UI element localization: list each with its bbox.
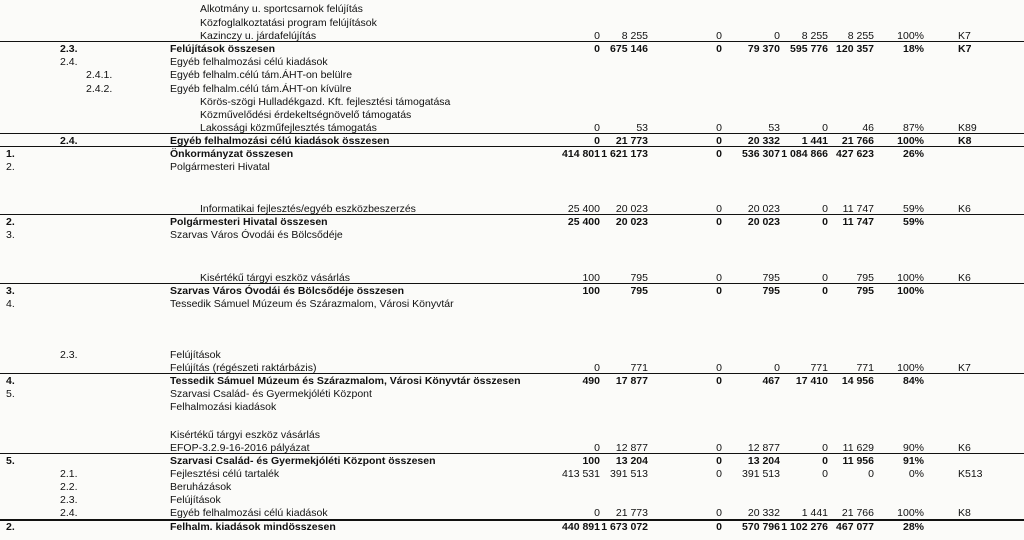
table-row <box>0 3 1024 15</box>
row-value-4: 20 332 <box>747 135 780 147</box>
row-k-code: K7 <box>958 43 972 55</box>
row-value-1: 0 <box>594 362 600 374</box>
row-value-6: 11 956 <box>842 455 874 467</box>
row-k-code: K6 <box>958 442 971 454</box>
row-label: Fejlesztési célú tartalék <box>170 468 280 480</box>
row-value-4: 0 <box>774 362 780 374</box>
row-code: 2. <box>6 216 15 228</box>
row-label: Egyéb felhalm.célú tám.ÁHT-on belülre <box>170 69 353 81</box>
row-value-1: 25 400 <box>567 216 600 228</box>
row-value-1: 0 <box>594 30 600 42</box>
row-label: Felhalm. kiadások mindösszesen <box>170 521 336 533</box>
row-k-code: K6 <box>958 203 971 215</box>
row-value-6: 771 <box>856 362 874 374</box>
row-value-7: 100% <box>897 135 924 147</box>
table-row <box>0 161 1024 173</box>
table-row <box>0 455 1024 467</box>
table-row <box>0 349 1024 361</box>
row-value-3: 0 <box>716 442 722 454</box>
table-row <box>0 285 1024 297</box>
row-value-3: 0 <box>716 285 722 297</box>
row-value-5: 1 102 276 <box>781 521 828 533</box>
row-value-7: 28% <box>902 521 924 533</box>
row-label: Lakossági közműfejlesztés támogatás <box>200 122 377 134</box>
row-value-4: 13 204 <box>747 455 780 467</box>
row-code: 2.3. <box>60 349 78 361</box>
table-row <box>0 148 1024 160</box>
row-value-1: 0 <box>594 135 600 147</box>
row-value-2: 675 146 <box>610 43 648 55</box>
row-value-6: 427 623 <box>836 148 874 160</box>
row-value-4: 536 307 <box>742 148 780 160</box>
row-label: Polgármesteri Hivatal összesen <box>170 216 328 228</box>
row-value-7: 87% <box>902 122 924 134</box>
row-value-3: 0 <box>716 272 722 284</box>
row-code: 2.4.1. <box>86 69 113 81</box>
table-row <box>0 43 1024 55</box>
row-value-6: 11 747 <box>842 203 874 215</box>
row-value-7: 59% <box>902 216 924 228</box>
row-k-code: K7 <box>958 362 971 374</box>
row-value-1: 414 801 <box>562 148 600 160</box>
table-row <box>0 298 1024 310</box>
row-value-4: 20 023 <box>747 203 780 215</box>
row-value-6: 11 629 <box>842 442 874 454</box>
row-label: Alkotmány u. sportcsarnok felújítás <box>200 3 363 15</box>
row-code: 2.2. <box>60 481 78 493</box>
row-value-3: 0 <box>716 362 722 374</box>
row-value-3: 0 <box>716 507 722 519</box>
row-label: Felújítások összesen <box>170 43 276 55</box>
row-value-5: 0 <box>822 468 828 480</box>
table-row <box>0 388 1024 400</box>
table-row <box>0 521 1024 533</box>
row-value-4: 795 <box>762 272 780 284</box>
row-code: 2.4. <box>60 507 78 519</box>
row-code: 3. <box>6 285 15 297</box>
row-label: Polgármesteri Hivatal <box>170 161 270 173</box>
row-value-1: 100 <box>582 272 600 284</box>
row-label: Közfoglalkoztatási program felújítások <box>200 17 377 29</box>
row-value-6: 795 <box>856 285 874 297</box>
table-row <box>0 429 1024 441</box>
row-label: Egyéb felhalmozási célú kiadások <box>170 56 328 68</box>
row-value-6: 46 <box>862 122 874 134</box>
row-value-1: 100 <box>582 455 600 467</box>
row-value-7: 0% <box>908 468 924 480</box>
row-value-7: 59% <box>902 203 924 215</box>
row-value-2: 53 <box>636 122 648 134</box>
row-value-5: 8 255 <box>801 30 828 42</box>
row-label: Tessedik Sámuel Múzeum és Szárazmalom, Városi Könyvtár összesen <box>170 375 521 387</box>
row-value-2: 20 023 <box>615 203 648 215</box>
row-code: 2. <box>6 521 15 533</box>
row-value-5: 0 <box>822 455 828 467</box>
row-label: Közművelődési érdekeltségnövelő támogatás <box>200 109 412 121</box>
row-value-2: 13 204 <box>615 455 648 467</box>
row-value-2: 8 255 <box>621 30 648 42</box>
row-value-5: 0 <box>822 442 828 454</box>
row-label: Egyéb felhalm.célú tám.ÁHT-on kívülre <box>170 83 352 95</box>
table-row <box>0 494 1024 506</box>
row-value-6: 120 357 <box>836 43 874 55</box>
table-row <box>0 56 1024 68</box>
row-value-5: 0 <box>822 216 828 228</box>
row-value-2: 391 513 <box>610 468 648 480</box>
row-value-1: 25 400 <box>567 203 600 215</box>
row-value-4: 391 513 <box>742 468 780 480</box>
row-value-1: 0 <box>594 507 600 519</box>
row-label: Felújítások <box>170 349 221 361</box>
row-value-3: 0 <box>716 203 722 215</box>
row-value-4: 570 796 <box>742 521 780 533</box>
table-row <box>0 481 1024 493</box>
table-row <box>0 17 1024 29</box>
row-value-3: 0 <box>716 216 722 228</box>
row-value-7: 91% <box>902 455 924 467</box>
row-label: Felhalmozási kiadások <box>170 401 277 413</box>
row-code: 3. <box>6 229 15 241</box>
row-k-code: K8 <box>958 135 972 147</box>
row-value-3: 0 <box>716 43 722 55</box>
row-value-2: 21 773 <box>615 135 648 147</box>
row-value-3: 0 <box>716 455 722 467</box>
row-value-6: 0 <box>868 468 874 480</box>
row-value-4: 20 332 <box>747 507 780 519</box>
row-label: Egyéb felhalmozási célú kiadások <box>170 507 328 519</box>
row-value-6: 21 766 <box>841 135 874 147</box>
row-label: Informatikai fejlesztés/egyéb eszközbeszerzés <box>200 203 416 215</box>
row-label: Egyéb felhalmozási célú kiadások összesen <box>170 135 390 147</box>
row-value-3: 0 <box>716 148 722 160</box>
row-value-1: 0 <box>594 122 600 134</box>
row-value-5: 595 776 <box>790 43 828 55</box>
row-value-5: 771 <box>810 362 828 374</box>
row-value-2: 795 <box>630 272 648 284</box>
row-value-1: 0 <box>594 43 600 55</box>
row-value-6: 21 766 <box>841 507 874 519</box>
row-k-code: K89 <box>958 122 977 134</box>
row-k-code: K8 <box>958 507 971 519</box>
table-row <box>0 401 1024 413</box>
row-value-7: 18% <box>902 43 924 55</box>
row-value-3: 0 <box>716 521 722 533</box>
row-value-7: 100% <box>897 362 924 374</box>
row-value-5: 1 441 <box>801 507 828 519</box>
row-value-2: 1 673 072 <box>601 521 648 533</box>
row-value-2: 795 <box>630 285 648 297</box>
table-row <box>0 375 1024 387</box>
row-value-6: 14 956 <box>841 375 874 387</box>
table-row <box>0 109 1024 121</box>
row-value-5: 17 410 <box>795 375 828 387</box>
row-code: 2. <box>6 161 15 173</box>
row-label: Önkormányzat összesen <box>170 148 294 160</box>
table-row <box>0 229 1024 241</box>
row-value-5: 0 <box>822 272 828 284</box>
row-value-2: 20 023 <box>615 216 648 228</box>
row-value-4: 20 023 <box>747 216 780 228</box>
row-value-6: 467 077 <box>836 521 874 533</box>
row-value-1: 413 531 <box>562 468 600 480</box>
row-value-6: 795 <box>856 272 874 284</box>
row-k-code: K7 <box>958 30 971 42</box>
row-code: 5. <box>6 455 15 467</box>
row-value-5: 1 441 <box>801 135 828 147</box>
row-value-7: 100% <box>897 285 924 297</box>
table-row <box>0 468 1024 480</box>
row-label: Szarvasi Család- és Gyermekjóléti Központ <box>170 388 372 400</box>
row-value-3: 0 <box>716 122 722 134</box>
row-value-2: 771 <box>630 362 648 374</box>
row-value-3: 0 <box>716 30 722 42</box>
row-value-4: 12 877 <box>747 442 780 454</box>
row-value-4: 53 <box>768 122 780 134</box>
row-code: 4. <box>6 298 15 310</box>
row-value-1: 100 <box>582 285 600 297</box>
row-value-5: 1 084 866 <box>781 148 828 160</box>
row-value-5: 0 <box>822 122 828 134</box>
row-label: Felújítás (régészeti raktárbázis) <box>170 362 317 374</box>
row-value-7: 100% <box>897 272 924 284</box>
row-code: 1. <box>6 148 15 160</box>
table-row <box>0 69 1024 81</box>
row-value-1: 490 <box>582 375 600 387</box>
row-label: Tessedik Sámuel Múzeum és Szárazmalom, Városi Könyvtár <box>170 298 454 310</box>
row-label: Kisértékű tárgyi eszköz vásárlás <box>200 272 350 284</box>
row-code: 2.3. <box>60 43 78 55</box>
table-row <box>0 216 1024 228</box>
row-value-3: 0 <box>716 375 722 387</box>
row-label: Szarvas Város Óvodái és Bölcsődéje összesen <box>170 285 405 297</box>
row-value-4: 0 <box>774 30 780 42</box>
row-value-2: 21 773 <box>615 507 648 519</box>
row-label: Beruházások <box>170 481 232 493</box>
row-value-5: 0 <box>822 203 828 215</box>
row-value-7: 100% <box>897 507 924 519</box>
row-code: 2.3. <box>60 494 78 506</box>
row-label: EFOP-3.2.9-16-2016 pályázat <box>170 442 310 454</box>
row-value-2: 1 621 173 <box>601 148 648 160</box>
row-label: Felújítások <box>170 494 221 506</box>
table-row <box>0 96 1024 108</box>
row-value-4: 795 <box>762 285 780 297</box>
row-value-4: 79 370 <box>747 43 780 55</box>
row-label: Szarvasi Család- és Gyermekjóléti Központ összesen <box>170 455 436 467</box>
row-label: Szarvas Város Óvodái és Bölcsődéje <box>170 229 343 241</box>
table-row <box>0 83 1024 95</box>
row-value-2: 17 877 <box>615 375 648 387</box>
row-value-3: 0 <box>716 135 722 147</box>
row-value-1: 0 <box>594 442 600 454</box>
row-label: Kazinczy u. járdafelújítás <box>200 30 317 42</box>
row-code: 2.4.2. <box>86 83 113 95</box>
row-code: 2.4. <box>60 56 78 68</box>
row-code: 2.4. <box>60 135 78 147</box>
row-k-code: K513 <box>958 468 983 480</box>
row-label: Körös-szögi Hulladékgazd. Kft. fejlesztési támogatása <box>200 96 451 108</box>
row-k-code: K6 <box>958 272 971 284</box>
row-value-7: 100% <box>897 30 924 42</box>
row-value-5: 0 <box>822 285 828 297</box>
table-row <box>0 507 1024 519</box>
row-code: 2.1. <box>60 468 78 480</box>
row-value-2: 12 877 <box>615 442 648 454</box>
row-label: Kisértékű tárgyi eszköz vásárlás <box>170 429 320 441</box>
row-value-6: 8 255 <box>847 30 874 42</box>
row-value-4: 467 <box>762 375 780 387</box>
row-value-1: 440 891 <box>562 521 600 533</box>
row-value-7: 84% <box>902 375 924 387</box>
row-value-3: 0 <box>716 468 722 480</box>
row-value-7: 90% <box>902 442 924 454</box>
row-code: 5. <box>6 388 15 400</box>
row-value-6: 11 747 <box>842 216 874 228</box>
row-code: 4. <box>6 375 15 387</box>
row-value-7: 26% <box>902 148 924 160</box>
